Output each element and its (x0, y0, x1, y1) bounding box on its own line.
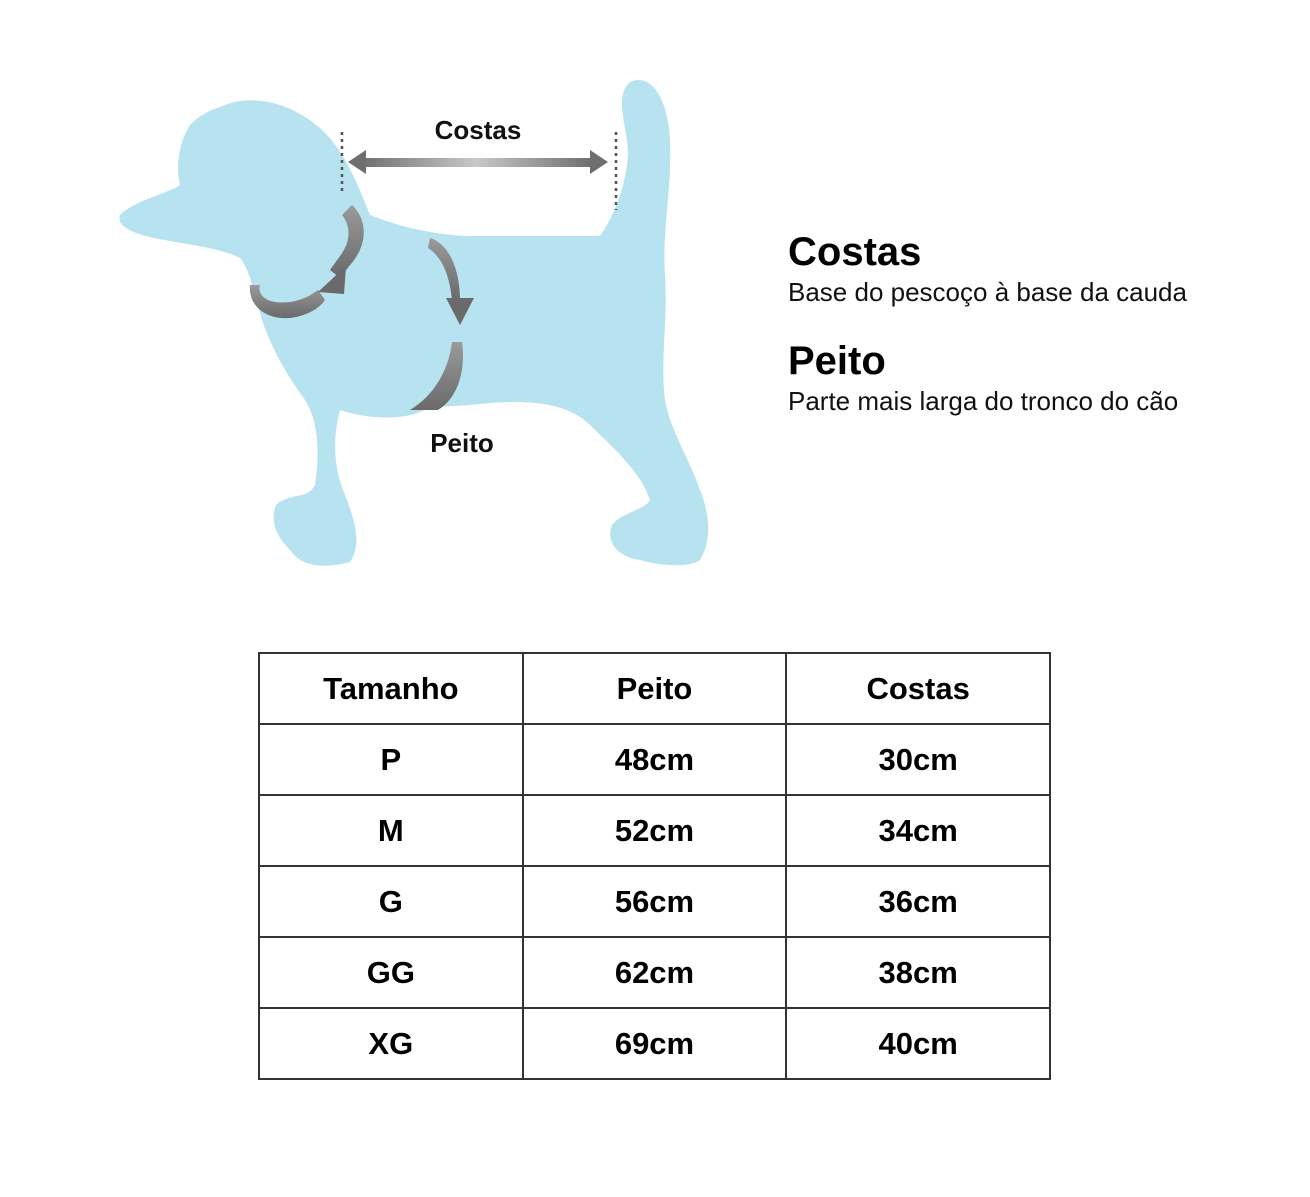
header-chest: Peito (523, 653, 787, 724)
table-row (259, 937, 1050, 1008)
cell-chest: 48cm (523, 724, 787, 795)
legend-back (788, 232, 1288, 307)
cell-size: G (259, 866, 523, 937)
legend-chest-title: Peito (788, 339, 886, 383)
chest-label: Peito (430, 428, 494, 458)
legend-back-description: Base do pescoço à base da cauda (788, 277, 1187, 307)
header-back: Costas (786, 653, 1050, 724)
table-row (259, 795, 1050, 866)
table-row (259, 724, 1050, 795)
cell-size: GG (259, 937, 523, 1008)
legend-chest-description: Parte mais larga do tronco do cão (788, 386, 1179, 416)
legend-chest (788, 341, 1288, 416)
cell-size: M (259, 795, 523, 866)
cell-back: 36cm (786, 866, 1050, 937)
header-size: Tamanho (259, 653, 523, 724)
cell-chest: 52cm (523, 795, 787, 866)
cell-chest: 62cm (523, 937, 787, 1008)
table-row (259, 1008, 1050, 1079)
back-double-arrow (348, 150, 608, 174)
cell-back: 40cm (786, 1008, 1050, 1079)
table-header-row (259, 653, 1050, 724)
cell-chest: 56cm (523, 866, 787, 937)
dog-measurement-diagram (0, 0, 760, 600)
cell-chest: 69cm (523, 1008, 787, 1079)
table-row (259, 866, 1050, 937)
legend-back-title: Costas (788, 230, 922, 274)
dog-silhouette (119, 80, 708, 566)
cell-back: 30cm (786, 724, 1050, 795)
back-label: Costas (434, 115, 522, 145)
cell-size: XG (259, 1008, 523, 1079)
cell-size: P (259, 724, 523, 795)
cell-back: 34cm (786, 795, 1050, 866)
size-table (258, 652, 1051, 1080)
cell-back: 38cm (786, 937, 1050, 1008)
